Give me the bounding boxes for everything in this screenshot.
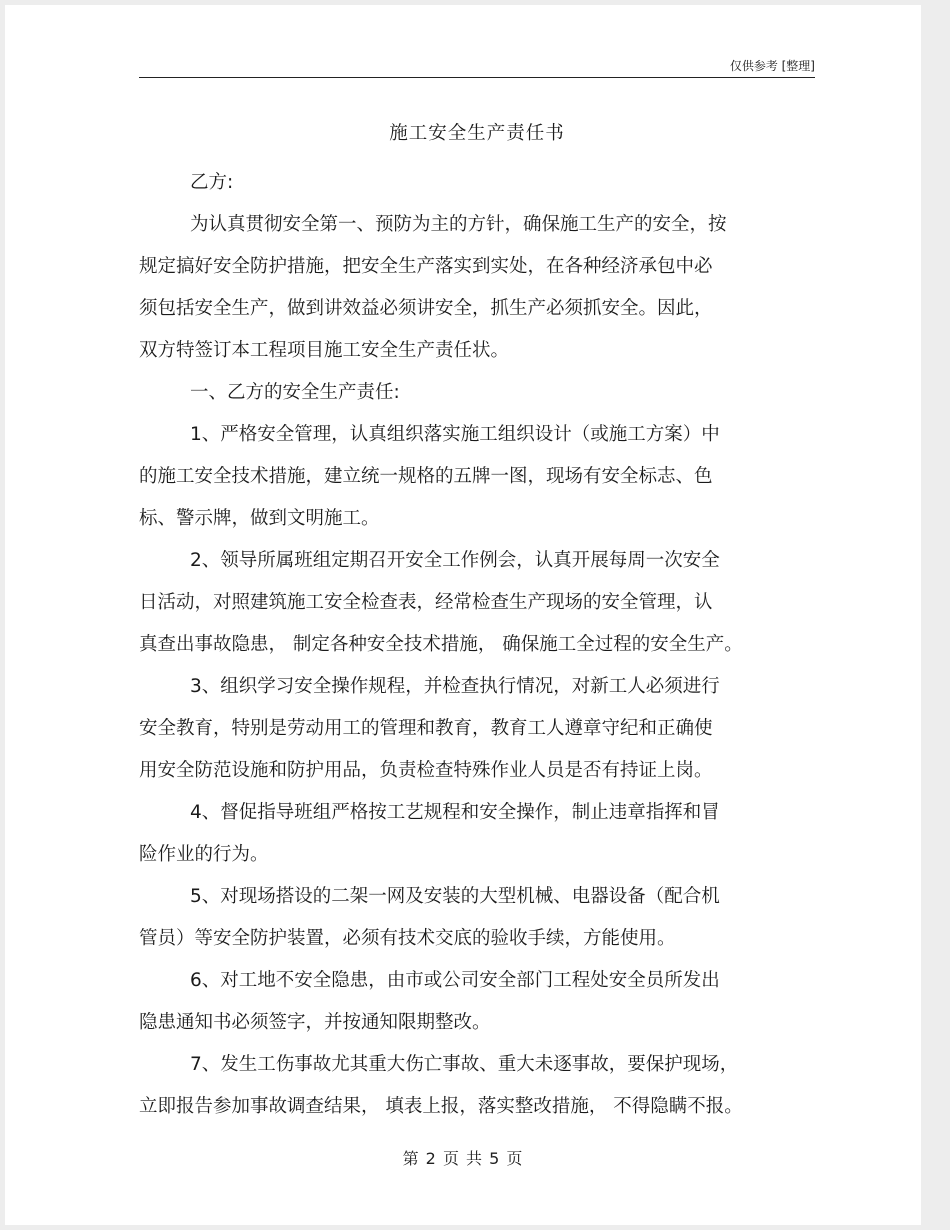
- text-line: 的施工安全技术措施，建立统一规格的五牌一图，现场有安全标志、色: [139, 466, 713, 487]
- text-line: 6、对工地不安全隐患，由市或公司安全部门工程处安全员所发出: [190, 970, 720, 991]
- document-page: [5, 5, 921, 1225]
- text-line: 2、领导所属班组定期召开安全工作例会，认真开展每周一次安全: [190, 550, 720, 571]
- text-line: 用安全防范设施和防护用品，负责检查特殊作业人员是否有持证上岗。: [139, 760, 713, 781]
- text-line: 标、警示牌，做到文明施工。: [139, 508, 380, 529]
- header-note: 仅供参考 [整理]: [729, 59, 815, 73]
- text-line: 险作业的行为。: [139, 844, 269, 865]
- header-rule: [139, 77, 815, 78]
- text-line: 4、督促指导班组严格按工艺规程和安全操作，制止违章指挥和冒: [190, 802, 720, 823]
- document-body: [139, 118, 815, 1128]
- page-number: 第 2 页 共 5 页: [402, 1149, 524, 1168]
- text-line: 5、对现场搭设的二架一网及安装的大型机械、电器设备（配合机: [190, 886, 720, 907]
- text-line: 立即报告参加事故调查结果， 填表上报，落实整改措施， 不得隐瞒不报。: [139, 1096, 743, 1117]
- text-line: 规定搞好安全防护措施，把安全生产落实到实处，在各种经济承包中必: [139, 256, 713, 277]
- text-line: 日活动，对照建筑施工安全检查表，经常检查生产现场的安全管理，认: [139, 592, 713, 613]
- text-line: 双方特签订本工程项目施工安全生产责任状。: [139, 340, 510, 361]
- text-line: 隐患通知书必须签字，并按通知限期整改。: [139, 1012, 491, 1033]
- text-line: 7、发生工伤事故尤其重大伤亡事故、重大未逐事故，要保护现场，: [190, 1054, 739, 1075]
- text-line: 乙方:: [190, 172, 234, 193]
- text-line: 安全教育，特别是劳动用工的管理和教育，教育工人遵章守纪和正确使: [139, 718, 713, 739]
- text-line: 须包括安全生产，做到讲效益必须讲安全，抓生产必须抓安全。因此，: [139, 298, 713, 319]
- text-line: 1、严格安全管理，认真组织落实施工组织设计（或施工方案）中: [190, 424, 720, 445]
- document-title: 施工安全生产责任书: [389, 123, 565, 144]
- document-paragraphs: [139, 162, 815, 1128]
- text-line: 真查出事故隐患， 制定各种安全技术措施， 确保施工全过程的安全生产。: [139, 634, 743, 655]
- text-line: 为认真贯彻安全第一、预防为主的方针，确保施工生产的安全，按: [190, 214, 727, 235]
- text-line: 一、乙方的安全生产责任:: [190, 382, 400, 403]
- text-line: 管员）等安全防护装置，必须有技术交底的验收手续，方能使用。: [139, 928, 676, 949]
- text-line: 3、组织学习安全操作规程，并检查执行情况，对新工人必须进行: [190, 676, 720, 697]
